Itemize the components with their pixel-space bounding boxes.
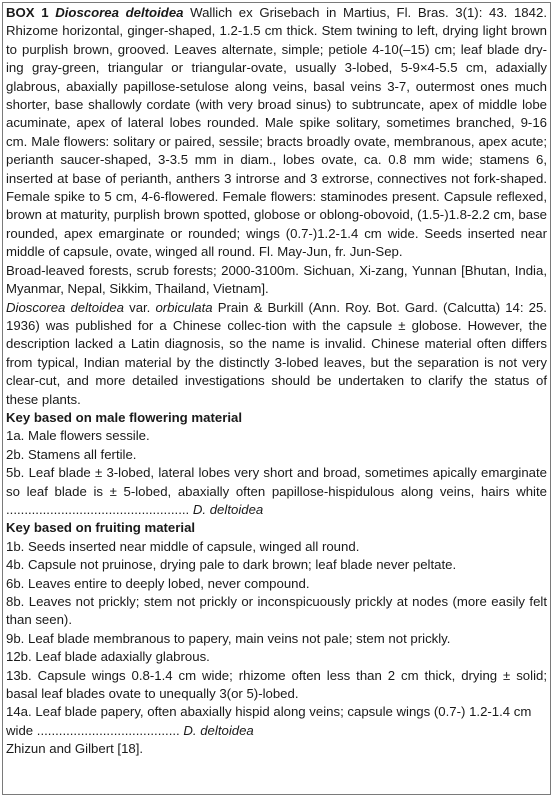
key-fruit-result: D. deltoidea — [183, 722, 254, 738]
text-box — [2, 2, 551, 795]
key-male-result: D. deltoidea — [192, 501, 264, 517]
key-fruit-leader: ....................................... — [36, 722, 180, 738]
key-male-heading: Key based on male flowering material — [6, 409, 242, 425]
key-fruit-item: 13b. Capsule wings 0.8-1.4 cm wide; rhizome often less than 2 cm thick, drying ± solid; basal leaf blades ovate to unequally 3(or 5)-lobed. — [6, 667, 547, 702]
habitat-paragraph: Broad-leaved forests, scrub forests; 2000-3100m. Sichuan, Xi-zang, Yunnan [Bhutan, India, Myanmar, Nepal, Sikkim, Thailand, Vietnam]. — [6, 262, 547, 297]
key-male-item-text: 5b. Leaf blade ± 3-lobed, lateral lobes very short and broad, sometimes apically emarginate so leaf blade is ± 5-lobed, abaxially often papillose-hispidulous along veins, hairs white — [6, 465, 547, 499]
variety-text: Prain & Burkill (Ann. Roy. Bot. Gard. (Calcutta) 14: 25. 1936) was published for a Chinese collec-tion with the capsule ± globose. However, the description lacked a Latin diagnosis, so the name is invalid. Chinese material often differs from typical, Indian material by the distinctly 3-lobed leaves, but the separation is not very clear-cut, and more detailed investigations should be undertaken to clarify the status of these plants. — [6, 299, 547, 407]
variety-name: Dioscorea deltoidea — [6, 299, 124, 315]
key-fruit-item: 4b. Capsule not pruinose, drying pale to dark brown; leaf blade never peltate. — [6, 557, 457, 573]
box-label: BOX 1 — [6, 5, 49, 20]
species-header — [6, 4, 547, 262]
key-fruit-item: 6b. Leaves entire to deeply lobed, never compound. — [6, 575, 310, 591]
key-male-leader: .................................................. — [6, 501, 190, 517]
key-fruit-item: 12b. Leaf blade adaxially glabrous. — [6, 649, 210, 665]
key-fruit-item-text: 14a. Leaf blade papery, often abaxially hispid along veins; capsule wings (0.7-) 1.2-1.4 cm wide — [6, 704, 532, 738]
key-fruit-item: 9b. Leaf blade membranous to papery, main veins not pale; stem not prickly. — [6, 630, 451, 646]
authority-citation: Wallich ex Grisebach in Martius, Fl. Bras. 3(1): 43. 1842. — [190, 5, 547, 20]
key-male-item — [6, 464, 547, 519]
key-fruit-heading: Key based on fruiting material — [6, 520, 196, 536]
species-name: Dioscorea deltoidea — [55, 5, 184, 20]
key-fruit-item — [6, 703, 547, 740]
species-description: Rhizome horizontal, ginger-shaped, 1.2-1.5 cm thick. Stem twining to left, drying light brown to purplish brown, grooved. Leaves alternate, simple; petiole 4-10(–15) cm; leaf blade dry-ing gray-green, triangular or triangular-ovate, usually 3-lobed, 5-9×4-5.5 cm, adaxially glabrous, abaxially papillose-setulose along veins, basal veins 3-7, outermost ones much shorter, base shallowly cordate (with very broad sinus) to subtruncate, apex of middle lobe acuminate, apex of lateral lobes rounded. Male spike solitary, sometimes branched, 9-16 cm. Male flowers: solitary or paired, sessile; bracts broadly ovate, membranous, apex acute; perianth saucer-shaped, 3-3.5 mm in diam., lobes ovate, ca. 0.8 mm wide; stamens 6, inserted at base of perianth, anthers 3 introrse and 3 extrorse, connectives not fork-shaped. Female spike to 5 cm, 4-6-flowered. Female flowers: staminodes present. Capsule reflexed, brown at maturity, purplish brown spotted, globose or oblong-obovoid, (1.5-)1.8-2.2 cm, base rounded, apex emarginate or rounded; wings (0.7-)1.2-1.4 cm wide. Seeds inserted near middle of capsule, ovate, winged all round. Fl. May-Jun, fr. Jun-Sep. — [6, 23, 547, 260]
variety-paragraph — [6, 299, 547, 409]
source-citation: Zhizun and Gilbert [18]. — [6, 741, 144, 757]
variety-epithet: orbiculata — [155, 299, 213, 315]
key-male-item: 2b. Stamens all fertile. — [6, 446, 137, 462]
variety-rank: var. — [129, 299, 151, 315]
key-fruit-item: 8b. Leaves not prickly; stem not prickly or inconspicuously prickly at nodes (more easily felt than seen). — [6, 594, 547, 628]
key-male-item: 1a. Male flowers sessile. — [6, 428, 150, 444]
key-fruit-item: 1b. Seeds inserted near middle of capsule, winged all round. — [6, 538, 360, 554]
